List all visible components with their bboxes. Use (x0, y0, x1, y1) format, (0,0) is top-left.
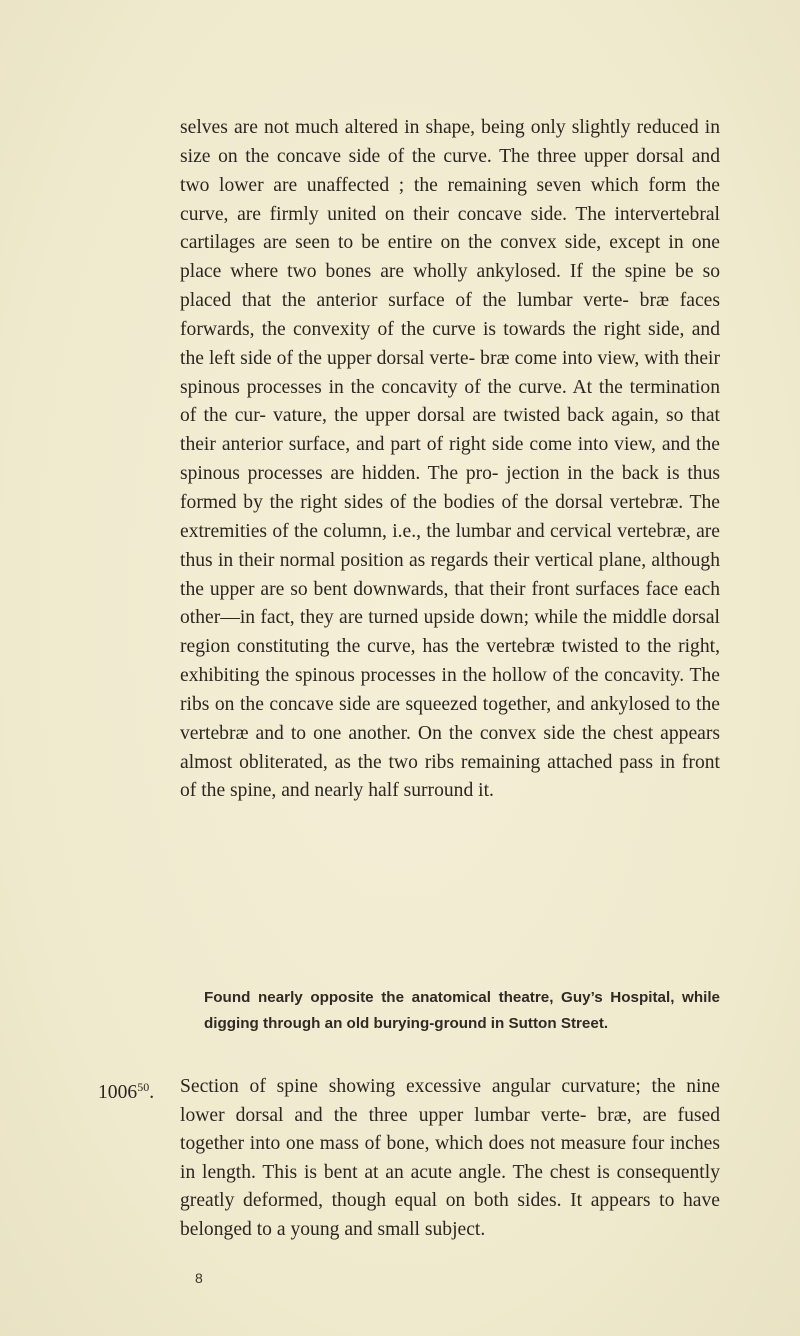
page-number: 8 (195, 1270, 203, 1286)
body-paragraph: selves are not much altered in shape, being only slightly reduced in size on the concave side of the curve. The three upper dorsal and two lower are unaffected ; the remaining seven which form the curve, are firmly united on their concave side. The intervertebral cartilages are seen to be entire on the convex side, except in one place where two bones are wholly ankylosed. If the spine be so placed that the anterior surface of the lumbar verte- bræ faces forwards, the convexity of the curve is towards the right side, and the left side of the upper dorsal verte- bræ come into view, with their spinous processes in the concavity of the curve. At the termination of the cur- vature, the upper dorsal are twisted back again, so that their anterior surface, and part of right side come into view, and the spinous processes are hidden. The pro- jection in the back is thus formed by the right sides of the bodies of the dorsal vertebræ. The extremities of the column, i.e., the lumbar and cervical vertebræ, are thus in their normal position as regards their vertical plane, although the upper are so bent downwards, that their front surfaces face each other—in fact, they are turned upside down; while the middle dorsal region constituting the curve, has the vertebræ twisted to the right, exhibiting the spinous processes in the hollow of the concavity. The ribs on the concave side are squeezed together, and ankylosed to the vertebræ and to one another. On the convex side the chest appears almost obliterated, as the two ribs remaining attached pass in front of the spine, and nearly half surround it. (180, 117, 720, 802)
entry-number (98, 1073, 154, 1108)
entry-number-main: 1006 (98, 1082, 138, 1103)
entry-number-superscript: 50 (137, 1080, 150, 1094)
provenance-note: Found nearly opposite the anatomical theatre, Guy’s Hospital, while digging through an old burying-ground in Sutton Street. (204, 989, 720, 1032)
entry-number-suffix: . (149, 1082, 155, 1103)
entry-description: Section of spine showing excessive angular curvature; the nine lower dorsal and the three upper lumbar verte- bræ, are fused together into one mass of bone, which does not measure four inches in length. This is bent at an acute angle. The chest is consequently greatly deformed, though equal on both sides. It appears to have belonged to a young and small subject. (180, 1076, 720, 1240)
